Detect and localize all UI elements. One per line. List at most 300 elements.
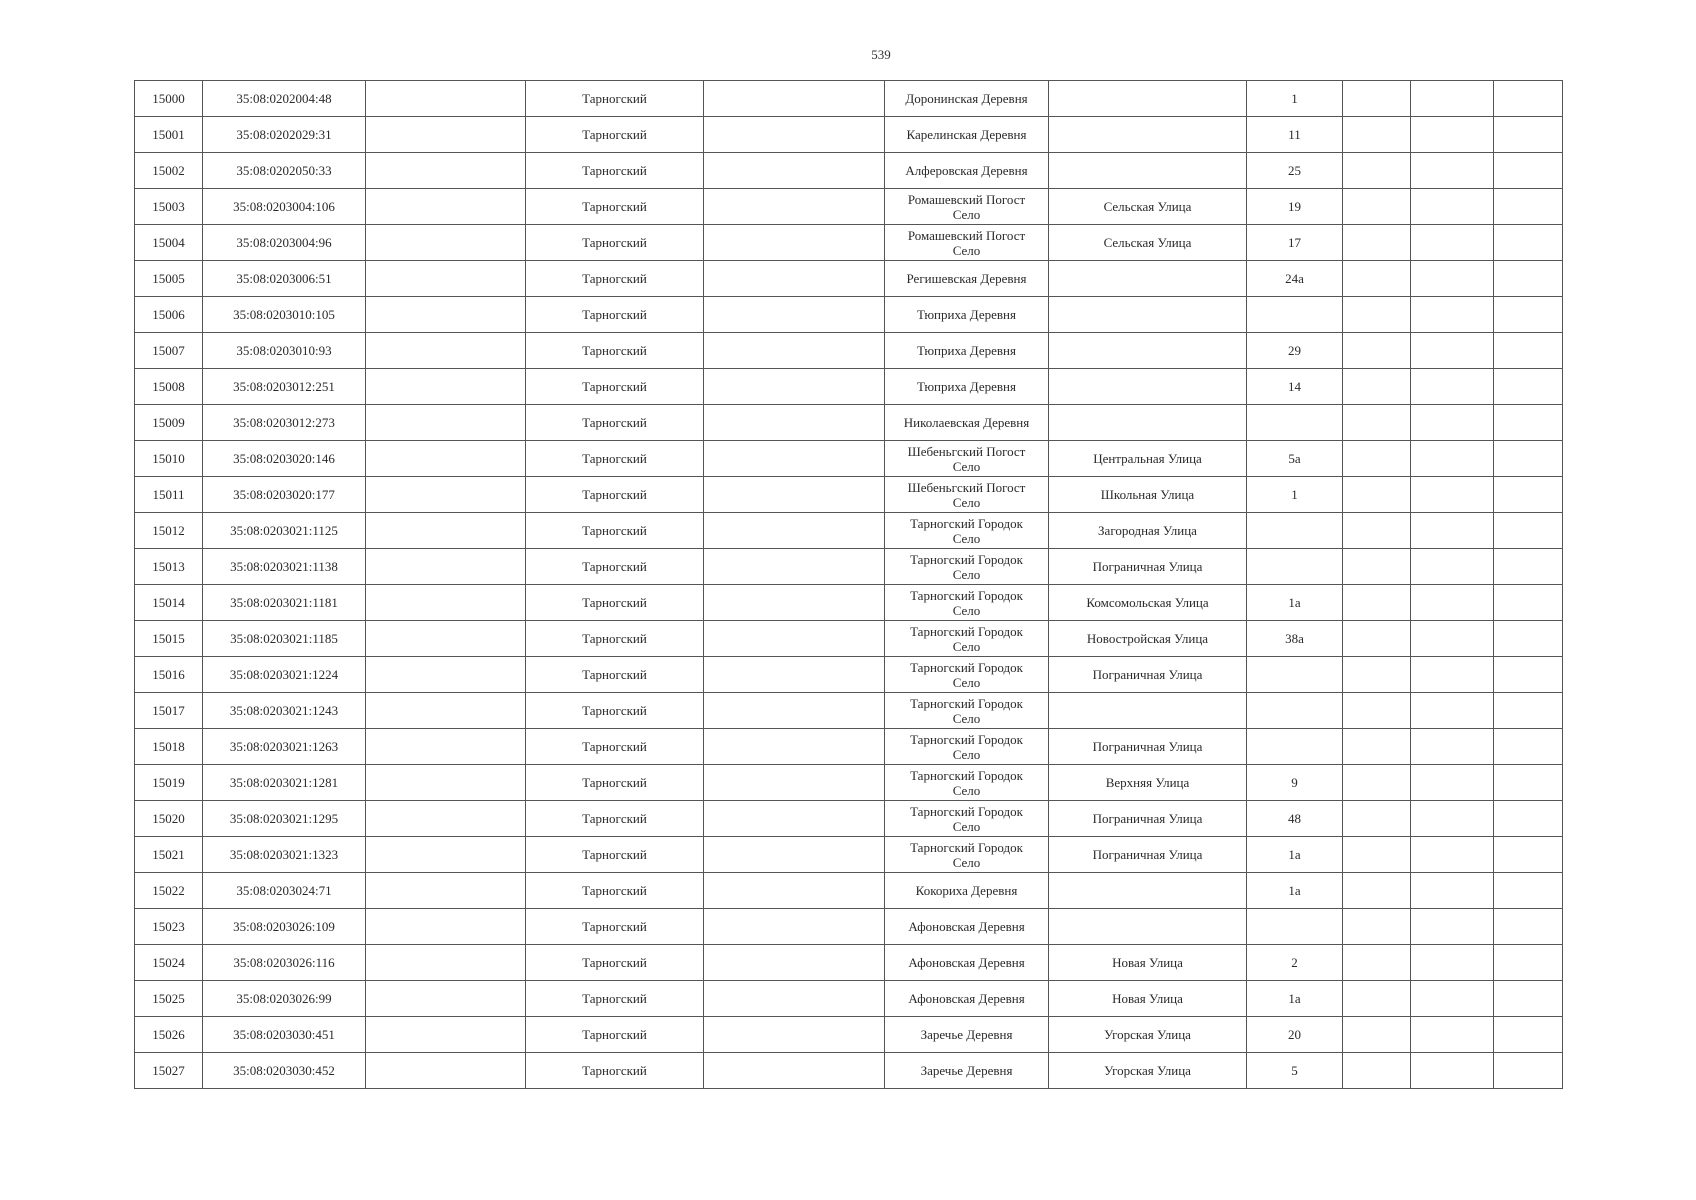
district-cell: Тарногский xyxy=(526,765,704,801)
cadastral-number-cell: 35:08:0203026:109 xyxy=(203,909,366,945)
row-number-cell: 15018 xyxy=(135,729,203,765)
street-cell: Пограничная Улица xyxy=(1049,837,1247,873)
cadastral-number-cell: 35:08:0203020:177 xyxy=(203,477,366,513)
empty-cell xyxy=(1494,369,1563,405)
empty-cell xyxy=(704,513,885,549)
empty-cell xyxy=(1411,909,1494,945)
empty-cell xyxy=(366,441,526,477)
street-cell: Пограничная Улица xyxy=(1049,657,1247,693)
row-number-cell: 15025 xyxy=(135,981,203,1017)
empty-cell xyxy=(1343,81,1411,117)
cadastral-number-cell: 35:08:0203010:105 xyxy=(203,297,366,333)
empty-cell xyxy=(1411,801,1494,837)
settlement-cell xyxy=(885,621,1049,657)
table-row xyxy=(135,81,1563,117)
empty-cell xyxy=(1343,1017,1411,1053)
empty-cell xyxy=(1343,117,1411,153)
street-cell: Комсомольская Улица xyxy=(1049,585,1247,621)
cadastral-number-cell: 35:08:0203024:71 xyxy=(203,873,366,909)
settlement-cell xyxy=(885,1053,1049,1089)
empty-cell xyxy=(704,765,885,801)
row-number-cell: 15026 xyxy=(135,1017,203,1053)
row-number-cell: 15023 xyxy=(135,909,203,945)
district-cell: Тарногский xyxy=(526,657,704,693)
district-cell: Тарногский xyxy=(526,225,704,261)
street-cell xyxy=(1049,117,1247,153)
table-row xyxy=(135,837,1563,873)
row-number-cell: 15007 xyxy=(135,333,203,369)
row-number-cell: 15011 xyxy=(135,477,203,513)
district-cell: Тарногский xyxy=(526,873,704,909)
settlement-cell xyxy=(885,945,1049,981)
settlement-cell xyxy=(885,693,1049,729)
empty-cell xyxy=(704,405,885,441)
house-number-cell: 1 xyxy=(1247,477,1343,513)
cadastral-number-cell: 35:08:0203021:1295 xyxy=(203,801,366,837)
settlement-cell xyxy=(885,225,1049,261)
settlement-label: Тарногский Городок Село xyxy=(910,623,1023,654)
empty-cell xyxy=(1343,1053,1411,1089)
empty-cell xyxy=(704,1053,885,1089)
row-number-cell: 15009 xyxy=(135,405,203,441)
street-cell: Школьная Улица xyxy=(1049,477,1247,513)
empty-cell xyxy=(1494,225,1563,261)
settlement-label: Ромашевский Погост Село xyxy=(907,191,1026,222)
settlement-label: Доронинская Деревня xyxy=(905,91,1028,106)
settlement-label: Алферовская Деревня xyxy=(905,163,1028,178)
empty-cell xyxy=(704,261,885,297)
empty-cell xyxy=(1494,621,1563,657)
empty-cell xyxy=(366,621,526,657)
house-number-cell: 5 xyxy=(1247,1053,1343,1089)
district-cell: Тарногский xyxy=(526,909,704,945)
table-row xyxy=(135,117,1563,153)
empty-cell xyxy=(1494,549,1563,585)
empty-cell xyxy=(1343,909,1411,945)
empty-cell xyxy=(704,873,885,909)
settlement-label: Афоновская Деревня xyxy=(908,919,1025,934)
district-cell: Тарногский xyxy=(526,549,704,585)
settlement-cell xyxy=(885,297,1049,333)
empty-cell xyxy=(1411,621,1494,657)
empty-cell xyxy=(1494,657,1563,693)
empty-cell xyxy=(704,693,885,729)
empty-cell xyxy=(366,513,526,549)
empty-cell xyxy=(1411,441,1494,477)
settlement-cell xyxy=(885,405,1049,441)
district-cell: Тарногский xyxy=(526,621,704,657)
empty-cell xyxy=(704,729,885,765)
empty-cell xyxy=(366,189,526,225)
street-cell: Сельская Улица xyxy=(1049,225,1247,261)
empty-cell xyxy=(1411,693,1494,729)
empty-cell xyxy=(704,549,885,585)
district-cell: Тарногский xyxy=(526,405,704,441)
settlement-label: Тюприха Деревня xyxy=(917,307,1016,322)
house-number-cell: 29 xyxy=(1247,333,1343,369)
empty-cell xyxy=(1343,729,1411,765)
settlement-cell xyxy=(885,585,1049,621)
house-number-cell: 48 xyxy=(1247,801,1343,837)
cadastral-number-cell: 35:08:0203021:1281 xyxy=(203,765,366,801)
empty-cell xyxy=(1411,369,1494,405)
settlement-cell xyxy=(885,765,1049,801)
empty-cell xyxy=(366,837,526,873)
settlement-label: Тарногский Городок Село xyxy=(910,767,1023,798)
empty-cell xyxy=(1494,513,1563,549)
table-row xyxy=(135,549,1563,585)
settlement-label: Тарногский Городок Село xyxy=(910,803,1023,834)
settlement-label: Афоновская Деревня xyxy=(908,991,1025,1006)
house-number-cell: 11 xyxy=(1247,117,1343,153)
empty-cell xyxy=(1494,765,1563,801)
empty-cell xyxy=(704,801,885,837)
house-number-cell xyxy=(1247,729,1343,765)
empty-cell xyxy=(704,477,885,513)
table-row xyxy=(135,729,1563,765)
empty-cell xyxy=(1411,81,1494,117)
settlement-label: Тюприха Деревня xyxy=(917,379,1016,394)
house-number-cell: 9 xyxy=(1247,765,1343,801)
empty-cell xyxy=(704,1017,885,1053)
table-row xyxy=(135,693,1563,729)
cadastral-number-cell: 35:08:0203020:146 xyxy=(203,441,366,477)
empty-cell xyxy=(1411,981,1494,1017)
empty-cell xyxy=(1494,1017,1563,1053)
empty-cell xyxy=(1343,153,1411,189)
empty-cell xyxy=(1343,981,1411,1017)
cadastral-number-cell: 35:08:0203021:1185 xyxy=(203,621,366,657)
house-number-cell: 14 xyxy=(1247,369,1343,405)
empty-cell xyxy=(366,477,526,513)
street-cell xyxy=(1049,405,1247,441)
settlement-cell xyxy=(885,369,1049,405)
cadastral-number-cell: 35:08:0203021:1243 xyxy=(203,693,366,729)
house-number-cell: 25 xyxy=(1247,153,1343,189)
cadastral-number-cell: 35:08:0203021:1224 xyxy=(203,657,366,693)
house-number-cell xyxy=(1247,909,1343,945)
empty-cell xyxy=(366,153,526,189)
settlement-cell xyxy=(885,549,1049,585)
house-number-cell: 24а xyxy=(1247,261,1343,297)
empty-cell xyxy=(1494,333,1563,369)
house-number-cell xyxy=(1247,297,1343,333)
empty-cell xyxy=(1411,189,1494,225)
empty-cell xyxy=(366,693,526,729)
settlement-cell xyxy=(885,1017,1049,1053)
cadastral-number-cell: 35:08:0202004:48 xyxy=(203,81,366,117)
empty-cell xyxy=(1494,477,1563,513)
empty-cell xyxy=(1411,549,1494,585)
cadastral-number-cell: 35:08:0202029:31 xyxy=(203,117,366,153)
district-cell: Тарногский xyxy=(526,981,704,1017)
street-cell: Пограничная Улица xyxy=(1049,729,1247,765)
empty-cell xyxy=(704,981,885,1017)
empty-cell xyxy=(704,297,885,333)
cadastral-number-cell: 35:08:0202050:33 xyxy=(203,153,366,189)
settlement-cell xyxy=(885,333,1049,369)
house-number-cell xyxy=(1247,657,1343,693)
empty-cell xyxy=(1494,981,1563,1017)
empty-cell xyxy=(1494,693,1563,729)
empty-cell xyxy=(1411,945,1494,981)
empty-cell xyxy=(1411,1017,1494,1053)
table-row xyxy=(135,1053,1563,1089)
district-cell: Тарногский xyxy=(526,477,704,513)
table-row xyxy=(135,189,1563,225)
empty-cell xyxy=(1343,189,1411,225)
settlement-cell xyxy=(885,189,1049,225)
empty-cell xyxy=(1343,513,1411,549)
settlement-cell xyxy=(885,657,1049,693)
empty-cell xyxy=(1343,693,1411,729)
street-cell: Новая Улица xyxy=(1049,945,1247,981)
row-number-cell: 15021 xyxy=(135,837,203,873)
empty-cell xyxy=(704,657,885,693)
empty-cell xyxy=(1411,405,1494,441)
empty-cell xyxy=(1343,369,1411,405)
street-cell xyxy=(1049,297,1247,333)
empty-cell xyxy=(1411,873,1494,909)
settlement-cell xyxy=(885,153,1049,189)
empty-cell xyxy=(366,333,526,369)
settlement-cell xyxy=(885,261,1049,297)
empty-cell xyxy=(366,909,526,945)
district-cell: Тарногский xyxy=(526,729,704,765)
empty-cell xyxy=(1343,621,1411,657)
house-number-cell xyxy=(1247,405,1343,441)
settlement-cell xyxy=(885,477,1049,513)
street-cell: Верхняя Улица xyxy=(1049,765,1247,801)
empty-cell xyxy=(1343,549,1411,585)
empty-cell xyxy=(1494,909,1563,945)
cadastral-number-cell: 35:08:0203012:251 xyxy=(203,369,366,405)
empty-cell xyxy=(1494,261,1563,297)
empty-cell xyxy=(366,657,526,693)
cadastral-number-cell: 35:08:0203004:96 xyxy=(203,225,366,261)
cadastral-number-cell: 35:08:0203021:1263 xyxy=(203,729,366,765)
settlement-label: Ромашевский Погост Село xyxy=(907,227,1026,258)
cadastral-number-cell: 35:08:0203026:116 xyxy=(203,945,366,981)
house-number-cell: 20 xyxy=(1247,1017,1343,1053)
cadastral-number-cell: 35:08:0203026:99 xyxy=(203,981,366,1017)
table-row xyxy=(135,1017,1563,1053)
empty-cell xyxy=(366,405,526,441)
empty-cell xyxy=(366,81,526,117)
settlement-label: Регишевская Деревня xyxy=(906,271,1027,286)
empty-cell xyxy=(1411,729,1494,765)
district-cell: Тарногский xyxy=(526,837,704,873)
cadastral-number-cell: 35:08:0203006:51 xyxy=(203,261,366,297)
district-cell: Тарногский xyxy=(526,513,704,549)
row-number-cell: 15005 xyxy=(135,261,203,297)
table-row xyxy=(135,153,1563,189)
empty-cell xyxy=(704,909,885,945)
empty-cell xyxy=(1343,657,1411,693)
empty-cell xyxy=(1411,297,1494,333)
settlement-label: Тарногский Городок Село xyxy=(910,515,1023,546)
table-row xyxy=(135,585,1563,621)
street-cell xyxy=(1049,369,1247,405)
settlement-label: Тарногский Городок Село xyxy=(910,587,1023,618)
table-row xyxy=(135,441,1563,477)
empty-cell xyxy=(366,297,526,333)
row-number-cell: 15015 xyxy=(135,621,203,657)
settlement-cell xyxy=(885,513,1049,549)
house-number-cell xyxy=(1247,549,1343,585)
empty-cell xyxy=(1343,297,1411,333)
settlement-label: Тюприха Деревня xyxy=(917,343,1016,358)
row-number-cell: 15004 xyxy=(135,225,203,261)
empty-cell xyxy=(704,153,885,189)
district-cell: Тарногский xyxy=(526,117,704,153)
street-cell xyxy=(1049,81,1247,117)
settlement-label: Тарногский Городок Село xyxy=(910,659,1023,690)
empty-cell xyxy=(366,1017,526,1053)
empty-cell xyxy=(704,945,885,981)
district-cell: Тарногский xyxy=(526,945,704,981)
street-cell xyxy=(1049,153,1247,189)
street-cell: Загородная Улица xyxy=(1049,513,1247,549)
table-row xyxy=(135,369,1563,405)
house-number-cell: 5а xyxy=(1247,441,1343,477)
row-number-cell: 15020 xyxy=(135,801,203,837)
empty-cell xyxy=(704,81,885,117)
empty-cell xyxy=(1494,801,1563,837)
house-number-cell xyxy=(1247,693,1343,729)
empty-cell xyxy=(1343,441,1411,477)
settlement-cell xyxy=(885,837,1049,873)
house-number-cell: 1а xyxy=(1247,585,1343,621)
empty-cell xyxy=(1411,261,1494,297)
page-number: 539 xyxy=(871,47,891,62)
settlement-label: Заречье Деревня xyxy=(920,1027,1013,1042)
empty-cell xyxy=(1494,873,1563,909)
empty-cell xyxy=(1494,729,1563,765)
district-cell: Тарногский xyxy=(526,333,704,369)
row-number-cell: 15024 xyxy=(135,945,203,981)
empty-cell xyxy=(1494,189,1563,225)
empty-cell xyxy=(704,585,885,621)
empty-cell xyxy=(366,585,526,621)
empty-cell xyxy=(1343,873,1411,909)
empty-cell xyxy=(1494,1053,1563,1089)
empty-cell xyxy=(1494,153,1563,189)
settlement-cell xyxy=(885,909,1049,945)
settlement-label: Николаевская Деревня xyxy=(903,415,1030,430)
empty-cell xyxy=(1343,765,1411,801)
cadastral-number-cell: 35:08:0203012:273 xyxy=(203,405,366,441)
row-number-cell: 15017 xyxy=(135,693,203,729)
street-cell: Угорская Улица xyxy=(1049,1053,1247,1089)
empty-cell xyxy=(1343,585,1411,621)
empty-cell xyxy=(704,837,885,873)
empty-cell xyxy=(1494,945,1563,981)
district-cell: Тарногский xyxy=(526,369,704,405)
district-cell: Тарногский xyxy=(526,81,704,117)
empty-cell xyxy=(704,441,885,477)
cadastral-number-cell: 35:08:0203030:451 xyxy=(203,1017,366,1053)
settlement-label: Тарногский Городок Село xyxy=(910,551,1023,582)
settlement-label: Шебеньгский Погост Село xyxy=(907,479,1026,510)
settlement-label: Карелинская Деревня xyxy=(906,127,1027,142)
empty-cell xyxy=(366,225,526,261)
empty-cell xyxy=(1411,837,1494,873)
empty-cell xyxy=(1494,837,1563,873)
empty-cell xyxy=(1411,1053,1494,1089)
empty-cell xyxy=(1411,765,1494,801)
district-cell: Тарногский xyxy=(526,1053,704,1089)
empty-cell xyxy=(1494,81,1563,117)
street-cell xyxy=(1049,261,1247,297)
empty-cell xyxy=(1343,405,1411,441)
empty-cell xyxy=(1411,477,1494,513)
house-number-cell: 2 xyxy=(1247,945,1343,981)
table-row xyxy=(135,909,1563,945)
empty-cell xyxy=(704,621,885,657)
empty-cell xyxy=(1494,117,1563,153)
cadastral-number-cell: 35:08:0203021:1323 xyxy=(203,837,366,873)
table-row xyxy=(135,297,1563,333)
empty-cell xyxy=(366,1053,526,1089)
settlement-cell xyxy=(885,981,1049,1017)
settlement-label: Шебеньгский Погост Село xyxy=(907,443,1026,474)
street-cell: Сельская Улица xyxy=(1049,189,1247,225)
empty-cell xyxy=(366,117,526,153)
table-row xyxy=(135,945,1563,981)
settlement-label: Афоновская Деревня xyxy=(908,955,1025,970)
table-row xyxy=(135,333,1563,369)
row-number-cell: 15001 xyxy=(135,117,203,153)
empty-cell xyxy=(1494,297,1563,333)
empty-cell xyxy=(366,981,526,1017)
empty-cell xyxy=(1411,225,1494,261)
empty-cell xyxy=(1494,405,1563,441)
settlement-cell xyxy=(885,117,1049,153)
district-cell: Тарногский xyxy=(526,801,704,837)
street-cell: Центральная Улица xyxy=(1049,441,1247,477)
district-cell: Тарногский xyxy=(526,585,704,621)
cadastral-number-cell: 35:08:0203021:1181 xyxy=(203,585,366,621)
row-number-cell: 15022 xyxy=(135,873,203,909)
cadastral-number-cell: 35:08:0203030:452 xyxy=(203,1053,366,1089)
empty-cell xyxy=(366,945,526,981)
row-number-cell: 15010 xyxy=(135,441,203,477)
table-row xyxy=(135,405,1563,441)
empty-cell xyxy=(1343,225,1411,261)
row-number-cell: 15016 xyxy=(135,657,203,693)
empty-cell xyxy=(366,369,526,405)
empty-cell xyxy=(704,225,885,261)
cadastral-number-cell: 35:08:0203004:106 xyxy=(203,189,366,225)
row-number-cell: 15002 xyxy=(135,153,203,189)
table-row xyxy=(135,765,1563,801)
empty-cell xyxy=(1343,837,1411,873)
empty-cell xyxy=(1343,945,1411,981)
table-row xyxy=(135,477,1563,513)
empty-cell xyxy=(704,369,885,405)
empty-cell xyxy=(1343,333,1411,369)
empty-cell xyxy=(704,117,885,153)
street-cell: Новая Улица xyxy=(1049,981,1247,1017)
row-number-cell: 15014 xyxy=(135,585,203,621)
settlement-cell xyxy=(885,801,1049,837)
settlement-label: Тарногский Городок Село xyxy=(910,695,1023,726)
settlement-label: Кокориха Деревня xyxy=(915,883,1018,898)
table-row xyxy=(135,801,1563,837)
district-cell: Тарногский xyxy=(526,441,704,477)
street-cell: Угорская Улица xyxy=(1049,1017,1247,1053)
